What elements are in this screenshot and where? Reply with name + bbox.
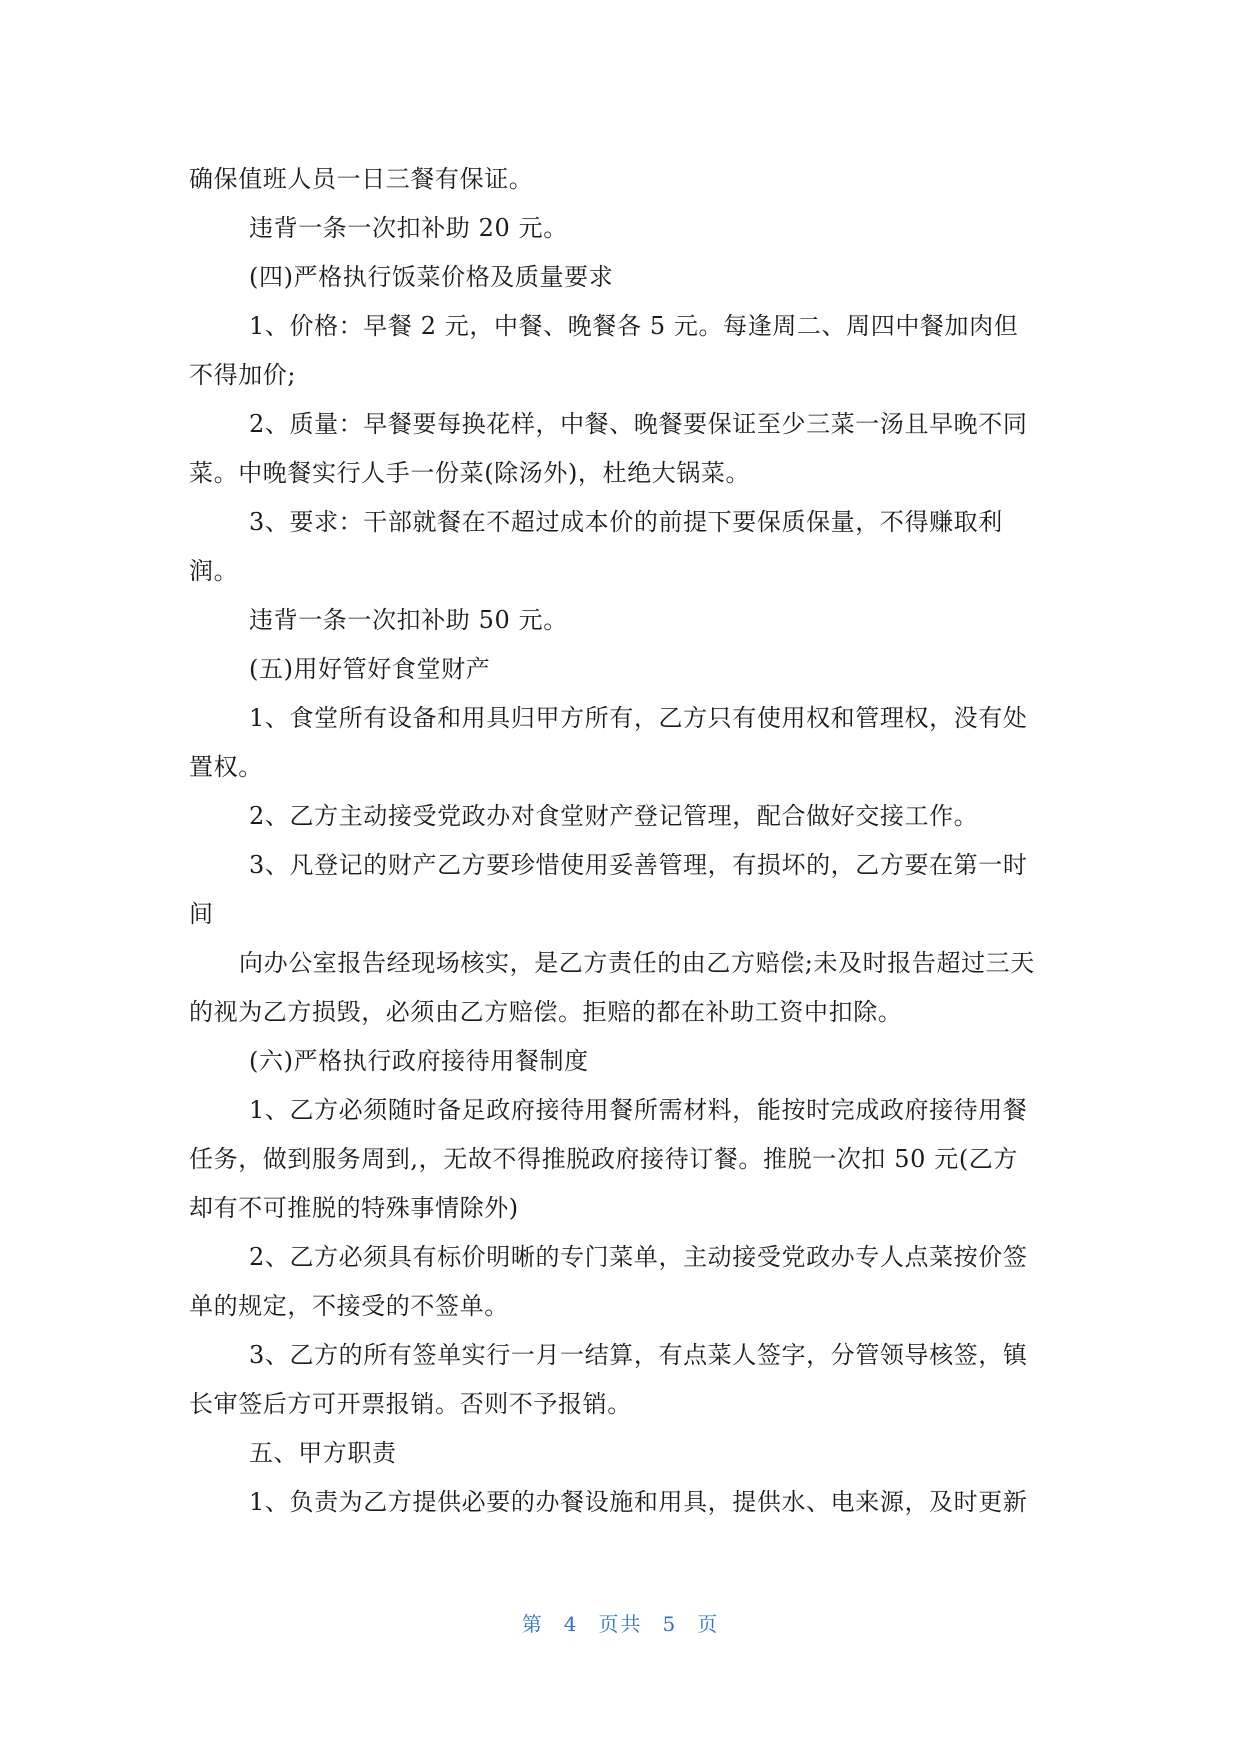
page-label-suffix: 页 [697,1612,720,1636]
section-heading: (六)严格执行政府接待用餐制度 [249,1047,589,1075]
text-line: 长审签后方可开票报销。否则不予报销。 [189,1390,632,1418]
section-heading: (五)用好管好食堂财产 [249,655,491,683]
text-line: 确保值班人员一日三餐有保证。 [189,165,534,193]
text-line: 3、凡登记的财产乙方要珍惜使用妥善管理，有损坏的，乙方要在第一时 [249,851,1028,879]
text-line: 菜。中晚餐实行人手一份菜(除汤外)，杜绝大锅菜。 [189,459,751,487]
page-label-prefix: 第 [521,1612,544,1636]
current-page-number: 4 [563,1612,579,1636]
text-line: 单的规定，不接受的不签单。 [189,1292,509,1320]
text-line: 润。 [189,557,239,585]
text-line: 间 [189,900,214,928]
page-footer [0,1608,1241,1637]
text-line: 违背一条一次扣补助 20 元。 [249,214,568,242]
text-line: 3、要求：干部就餐在不超过成本价的前提下要保质保量，不得赚取利 [249,508,1003,536]
text-line: 不得加价; [189,361,297,389]
text-line: 1、负责为乙方提供必要的办餐设施和用具，提供水、电来源，及时更新 [249,1488,1028,1516]
text-line: 1、乙方必须随时备足政府接待用餐所需材料，能按时完成政府接待用餐 [249,1096,1028,1124]
text-line: 3、乙方的所有签单实行一月一结算，有点菜人签字，分管领导核签，镇 [249,1341,1028,1369]
section-heading: (四)严格执行饭菜价格及质量要求 [249,263,614,291]
text-line: 1、价格：早餐 2 元，中餐、晚餐各 5 元。每逢周二、周四中餐加肉但 [249,312,1019,340]
text-line: 任务，做到服务周到,，无故不得推脱政府接待订餐。推脱一次扣 50 元(乙方 [189,1145,1018,1173]
text-line: 向办公室报告经现场核实，是乙方责任的由乙方赔偿;未及时报告超过三天 [239,949,1035,977]
document-body [189,155,1051,1527]
total-pages-number: 5 [662,1612,678,1636]
text-line: 置权。 [189,753,263,781]
text-line: 违背一条一次扣补助 50 元。 [249,606,568,634]
text-line: 却有不可推脱的特殊事情除外) [189,1194,519,1222]
text-line: 2、质量：早餐要每换花样，中餐、晚餐要保证至少三菜一汤且早晚不同 [249,410,1028,438]
section-heading: 五、甲方职责 [249,1439,397,1467]
text-line: 的视为乙方损毁，必须由乙方赔偿。拒赔的都在补助工资中扣除。 [189,998,903,1026]
text-line: 2、乙方主动接受党政办对食堂财产登记管理，配合做好交接工作。 [249,802,979,830]
text-line: 2、乙方必须具有标价明晰的专门菜单，主动接受党政办专人点菜按价签 [249,1243,1028,1271]
page-label-middle: 页共 [598,1612,643,1636]
text-line: 1、食堂所有设备和用具归甲方所有，乙方只有使用权和管理权，没有处 [249,704,1028,732]
